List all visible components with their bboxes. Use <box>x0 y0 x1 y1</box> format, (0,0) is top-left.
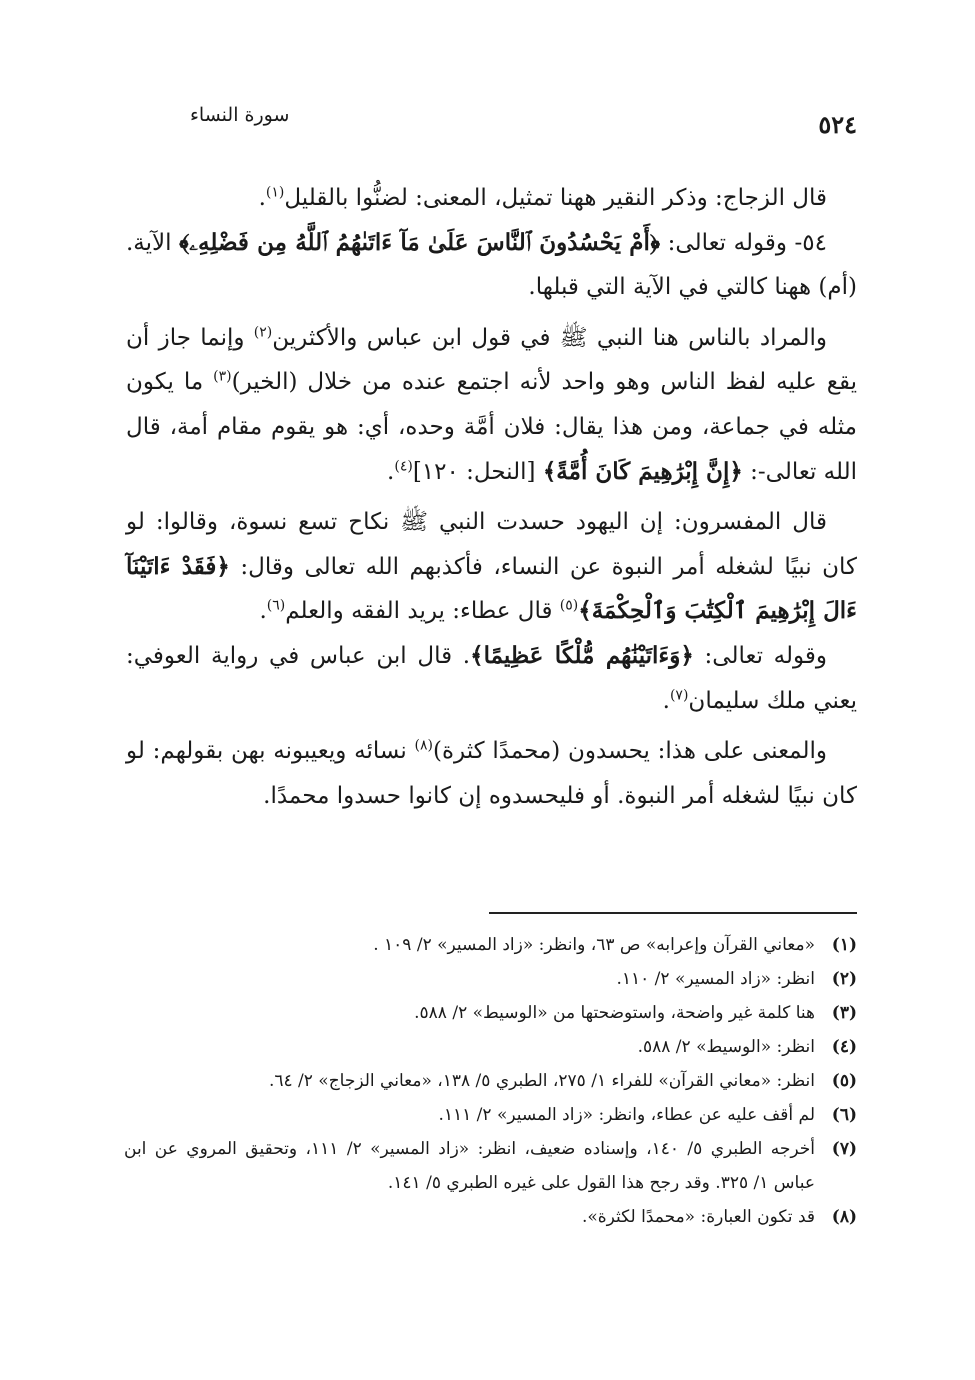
footnote-text: انظر: «زاد المسير» ٢/ ١١٠. <box>616 969 815 989</box>
footnote <box>124 1098 857 1132</box>
running-head: سورة النساء <box>190 104 290 126</box>
footnote-text: انظر: «الوسيط» ٢/ ٥٨٨. <box>637 1037 815 1057</box>
footnote-ref: (٢) <box>253 324 273 341</box>
quran-verse: ﴿أَمْ يَحْسُدُونَ ٱلنَّاسَ عَلَىٰ مَآ ءَاتَىٰهُمُ ٱللَّهُ مِن فَضْلِهِۦ﴾ <box>179 228 661 256</box>
footnote <box>124 928 857 962</box>
footnote-text: هنا كلمة غير واضحة، واستوضحتها من «الوسيط» ٢/ ٥٨٨. <box>414 1003 815 1023</box>
paragraph-meaning: والمعنى على هذا: يحسدون (محمدًا كثرة)$^{(٨)}$ نسائه ويعيبونه بهن بقولهم: لو كان نبيًا لشغله أمر النبوة. أو فليحسدوه إن كانوا حسدوا محمدًا. <box>126 737 857 809</box>
quran-verse: ﴿إِنَّ إِبْرَٰهِيمَ كَانَ أُمَّةً﴾ <box>542 457 743 485</box>
footnote-text: «معاني القرآن وإعرابه» ص ٦٣، وانظر: «زاد المسير» ٢/ ١٠٩ . <box>373 935 815 955</box>
quran-verse: ﴿وَءَاتَيْنَٰهُم مُّلْكًا عَظِيمًا﴾ <box>470 641 694 669</box>
footnote-ref: (٨) <box>414 737 433 754</box>
paragraph-meaning-of-people: والمراد بالناس هنا النبي ﷺ في قول ابن عباس والأكثرين$^{(٢)}$ وإنما جاز أن يقع عليه لفظ الناس وهو واحد لأنه اجتمع عنده من خلال (الخير)$^{(٣)}$ ما يكون مثله في جماعة، ومن هذا يقال: فلان أمَّة وحده، أي: هو يقوم مقام أمة، قال الله تعالى-: ﴿إِنَّ إِبْرَٰهِيمَ كَانَ أُمَّةً﴾ [النحل: ١٢٠]$^{(٤)}$. <box>126 324 858 485</box>
footnote-separator <box>489 912 857 914</box>
footnote-text: أخرجه الطبري ٥/ ١٤٠، وإسناده ضعيف، انظر: «زاد المسير» ٢/ ١١١، وتحقيق المروي عن ابن عباس ١/ ٣٢٥. وقد رجح هذا القول على غيره الطبري ٥/ ١٤١. <box>124 1139 816 1193</box>
footnote-number: (٥) <box>831 1071 857 1091</box>
footnote <box>124 962 857 996</box>
footnote-ref: (٧) <box>669 686 689 703</box>
footnote <box>124 1132 857 1200</box>
footnote-ref: (٣) <box>213 368 232 385</box>
page-header <box>120 104 857 144</box>
main-text <box>126 176 857 818</box>
footnote-number: (٤) <box>831 1037 857 1057</box>
footnote-text: لم أقف عليه عن عطاء، وانظر: «زاد المسير» ٢/ ١١١. <box>438 1105 815 1125</box>
footnote-text: انظر: «معاني القرآن» للفراء ١/ ٢٧٥، الطبري ٥/ ١٣٨، «معاني الزجاج» ٢/ ٦٤. <box>268 1071 815 1091</box>
footnote-number: (١) <box>831 935 857 955</box>
footnote-number: (٣) <box>831 1003 857 1023</box>
footnote <box>124 1064 857 1098</box>
quran-verse: ﴿فَقَدْ ءَاتَيْنَآ ءَالَ إِبْرَٰهِيمَ ٱلْكِتَٰبَ وَٱلْحِكْمَةَ﴾ <box>126 552 857 625</box>
footnote <box>124 996 857 1030</box>
footnote-ref: (٤) <box>394 457 413 474</box>
page-number: ٥٢٤ <box>818 110 857 139</box>
footnote-text: قد تكون العبارة: «محمدًا لكثرة». <box>581 1207 815 1227</box>
footnote-ref: (٦) <box>266 597 286 614</box>
paragraph-verse-54: ٥٤- وقوله تعالى: ﴿أَمْ يَحْسُدُونَ ٱلنَّاسَ عَلَىٰ مَآ ءَاتَىٰهُمُ ٱللَّهُ مِن فَضْلِهِۦ﴾ الآية. (أم) ههنا كالتي في الآية التي قبلها. <box>126 228 857 301</box>
footnote-ref: (٥) <box>559 597 579 614</box>
footnote-number: (٧) <box>831 1139 857 1159</box>
footnote <box>124 1030 857 1064</box>
paragraph-zajjaj: قال الزجاج: وذكر النقير ههنا تمثيل، المعنى: لضنُّوا بالقليل$^{(١)}$. <box>258 184 827 211</box>
footnote-ref: (١) <box>265 184 285 201</box>
paragraph-commentators: قال المفسرون: إن اليهود حسدت النبي ﷺ نكاح تسع نسوة، وقالوا: لو كان نبيًا لشغله أمر النبوة عن النساء، فأكذبهم الله تعالى وقال: ﴿فَقَدْ ءَاتَيْنَآ ءَالَ إِبْرَٰهِيمَ ٱلْكِتَٰبَ وَٱلْحِكْمَةَ﴾$^{(٥)}$ قال عطاء: يريد الفقه والعلم$^{(٦)}$. <box>126 509 857 625</box>
footnotes <box>124 928 857 1234</box>
footnote-number: (٢) <box>831 969 857 989</box>
footnote-number: (٨) <box>831 1207 857 1227</box>
footnote <box>124 1200 857 1234</box>
paragraph-great-kingdom: وقوله تعالى: ﴿وَءَاتَيْنَٰهُم مُّلْكًا عَظِيمًا﴾. قال ابن عباس في رواية العوفي: يعني ملك سليمان$^{(٧)}$. <box>126 641 857 714</box>
footnote-number: (٦) <box>831 1105 857 1125</box>
